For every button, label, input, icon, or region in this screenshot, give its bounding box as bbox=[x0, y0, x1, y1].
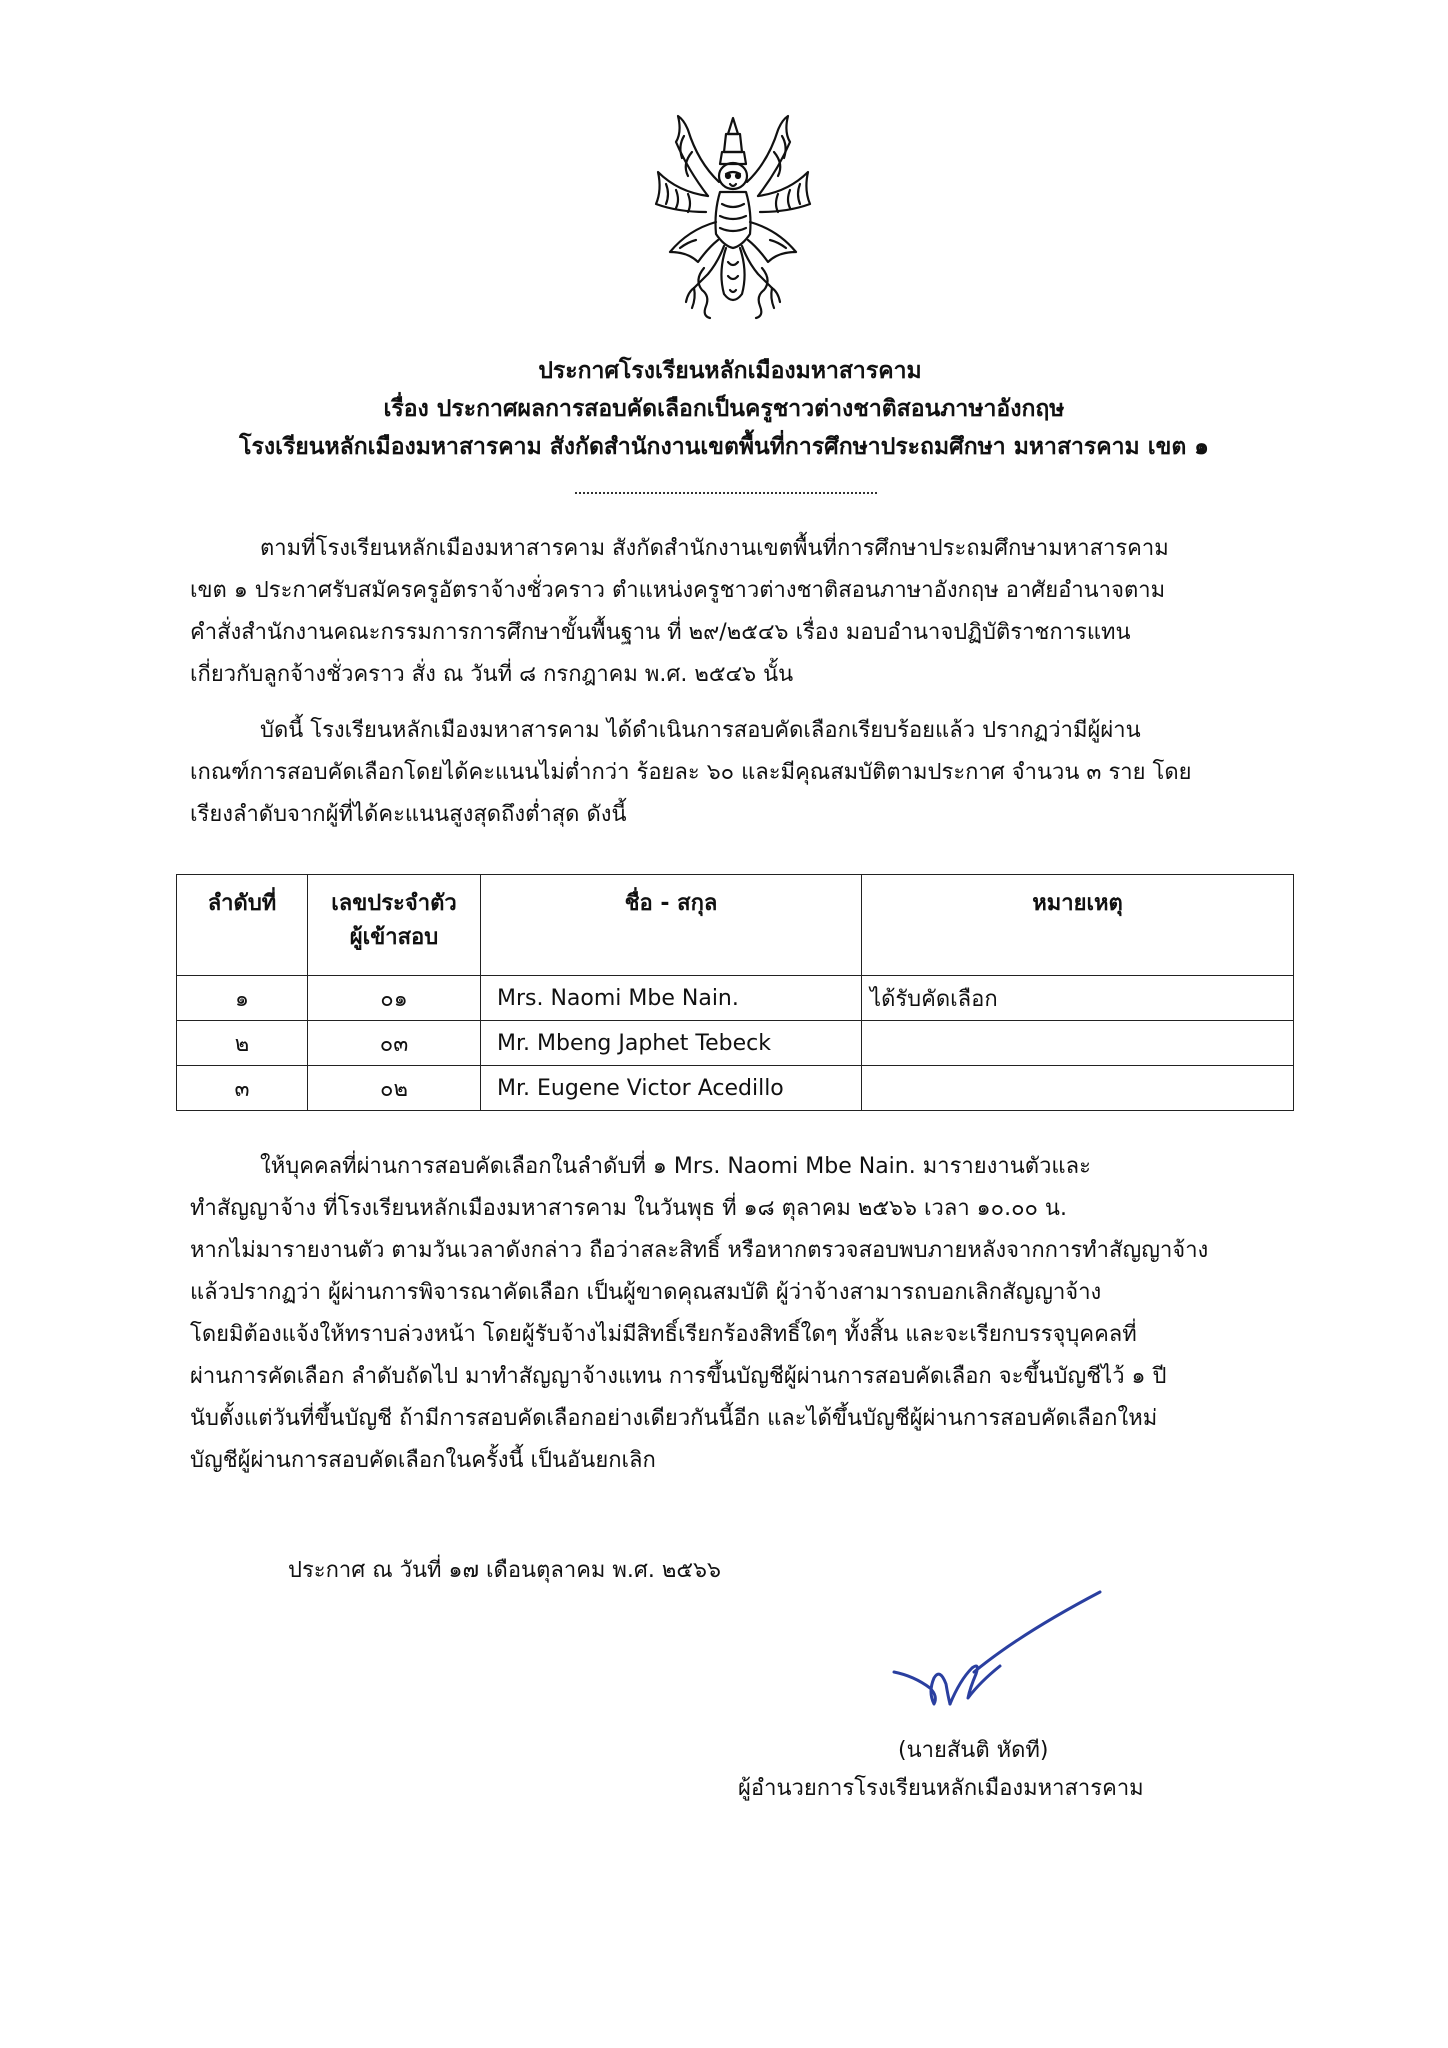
table-header-row bbox=[177, 875, 1294, 976]
paragraph-result-intro bbox=[190, 710, 1264, 836]
cell-full-name: Mr. Eugene Victor Acedillo bbox=[481, 1066, 862, 1111]
cell-order: ๓ bbox=[177, 1066, 308, 1111]
paragraph-background bbox=[190, 528, 1264, 696]
cell-remark bbox=[862, 1066, 1294, 1111]
paragraph-line: เขต ๑ ประกาศรับสมัครครูอัตราจ้างชั่วคราว ตำแหน่งครูชาวต่างชาติสอนภาษาอังกฤษ อาศัยอำนาจตาม bbox=[190, 578, 1166, 603]
paragraph-line: บัดนี้ โรงเรียนหลักเมืองมหาสารคาม ได้ดำเนินการสอบคัดเลือกเรียบร้อยแล้ว ปรากฏว่ามีผู้ผ่าน bbox=[260, 718, 1141, 743]
paragraph-line: ตามที่โรงเรียนหลักเมืองมหาสารคาม สังกัดสำนักงานเขตพื้นที่การศึกษาประถมศึกษามหาสารคาม bbox=[260, 536, 1169, 561]
paragraph-instructions bbox=[190, 1146, 1264, 1482]
paragraph-line: ทำสัญญาจ้าง ที่โรงเรียนหลักเมืองมหาสารคาม ในวันพุธ ที่ ๑๘ ตุลาคม ๒๕๖๖ เวลา ๑๐.๐๐ น. bbox=[190, 1196, 1067, 1221]
cell-candidate-id: ๐๓ bbox=[308, 1021, 481, 1066]
paragraph-line: ผ่านการคัดเลือก ลำดับถัดไป มาทำสัญญาจ้างแทน การขึ้นบัญชีผู้ผ่านการสอบคัดเลือก จะขึ้นบัญชีไว้ ๑ ปี bbox=[190, 1364, 1167, 1389]
paragraph-line: ให้บุคคลที่ผ่านการสอบคัดเลือกในลำดับที่ ๑ Mrs. Naomi Mbe Nain. มารายงานตัวและ bbox=[260, 1154, 1091, 1179]
paragraph-line: เกณฑ์การสอบคัดเลือกโดยได้คะแนนไม่ต่ำกว่า ร้อยละ ๖๐ และมีคุณสมบัติตามประกาศ จำนวน ๓ ราย โดย bbox=[190, 760, 1192, 785]
header-id-line1: เลขประจำตัว bbox=[331, 891, 457, 916]
paragraph-line: โดยมิต้องแจ้งให้ทราบล่วงหน้า โดยผู้รับจ้างไม่มีสิทธิ์เรียกร้องสิทธิ์ใดๆ ทั้งสิ้น และจะเรียกบรรจุบุคคลที่ bbox=[190, 1322, 1137, 1347]
paragraph-line: แล้วปรากฏว่า ผู้ผ่านการพิจารณาคัดเลือก เป็นผู้ขาดคุณสมบัติ ผู้ว่าจ้างสามารถบอกเลิกสัญญาจ้าง bbox=[190, 1280, 1102, 1305]
header-id-line2: ผู้เข้าสอบ bbox=[349, 925, 439, 950]
paragraph-line: หากไม่มารายงานตัว ตามวันเวลาดังกล่าว ถือว่าสละสิทธิ์ หรือหากตรวจสอบพบภายหลังจากการทำสัญญาจ้าง bbox=[190, 1238, 1209, 1263]
paragraph-line: นับตั้งแต่วันที่ขึ้นบัญชี ถ้ามีการสอบคัดเลือกอย่างเดียวกันนี้อีก และได้ขึ้นบัญชีผู้ผ่านการสอบคัดเลือกใหม่ bbox=[190, 1406, 1158, 1431]
announcement-date: ประกาศ ณ วันที่ ๑๗ เดือนตุลาคม พ.ศ. ๒๕๖๖ bbox=[288, 1558, 721, 1583]
cell-remark: ได้รับคัดเลือก bbox=[862, 976, 1294, 1021]
cell-order: ๒ bbox=[177, 1021, 308, 1066]
cell-full-name: Mr. Mbeng Japhet Tebeck bbox=[481, 1021, 862, 1066]
title-divider bbox=[575, 492, 877, 494]
title-subject: เรื่อง ประกาศผลการสอบคัดเลือกเป็นครูชาวต่างชาติสอนภาษาอังกฤษ bbox=[383, 396, 1065, 422]
cell-candidate-id: ๐๒ bbox=[308, 1066, 481, 1111]
header-candidate-id bbox=[308, 875, 481, 976]
results-table bbox=[176, 874, 1294, 1111]
paragraph-line: เกี่ยวกับลูกจ้างชั่วคราว สั่ง ณ วันที่ ๘ กรกฎาคม พ.ศ. ๒๕๔๖ นั้น bbox=[190, 662, 794, 687]
header-full-name: ชื่อ - สกุล bbox=[481, 875, 862, 976]
table-row bbox=[177, 1021, 1294, 1066]
table-row bbox=[177, 976, 1294, 1021]
cell-order: ๑ bbox=[177, 976, 308, 1021]
title-school-announcement: ประกาศโรงเรียนหลักเมืองมหาสารคาม bbox=[538, 358, 922, 384]
paragraph-line: เรียงลำดับจากผู้ที่ได้คะแนนสูงสุดถึงต่ำสุด ดังนี้ bbox=[190, 802, 627, 827]
signer-position: ผู้อำนวยการโรงเรียนหลักเมืองมหาสารคาม bbox=[738, 1776, 1144, 1801]
paragraph-line: คำสั่งสำนักงานคณะกรรมการการศึกษาขั้นพื้นฐาน ที่ ๒๙/๒๕๔๖ เรื่อง มอบอำนาจปฏิบัติราชการแทน bbox=[190, 620, 1131, 645]
title-affiliation: โรงเรียนหลักเมืองมหาสารคาม สังกัดสำนักงานเขตพื้นที่การศึกษาประถมศึกษา มหาสารคาม เขต ๑ bbox=[239, 434, 1209, 460]
garuda-emblem-icon bbox=[648, 112, 818, 322]
announcement-title bbox=[0, 352, 1448, 466]
signer-name: (นายสันติ หัดที) bbox=[898, 1738, 1049, 1763]
paragraph-line: บัญชีผู้ผ่านการสอบคัดเลือกในครั้งนี้ เป็นอันยกเลิก bbox=[190, 1448, 656, 1473]
header-order: ลำดับที่ bbox=[177, 875, 308, 976]
signature-image bbox=[890, 1588, 1110, 1718]
cell-candidate-id: ๐๑ bbox=[308, 976, 481, 1021]
header-remark: หมายเหตุ bbox=[862, 875, 1294, 976]
cell-remark bbox=[862, 1021, 1294, 1066]
table-row bbox=[177, 1066, 1294, 1111]
cell-full-name: Mrs. Naomi Mbe Nain. bbox=[481, 976, 862, 1021]
